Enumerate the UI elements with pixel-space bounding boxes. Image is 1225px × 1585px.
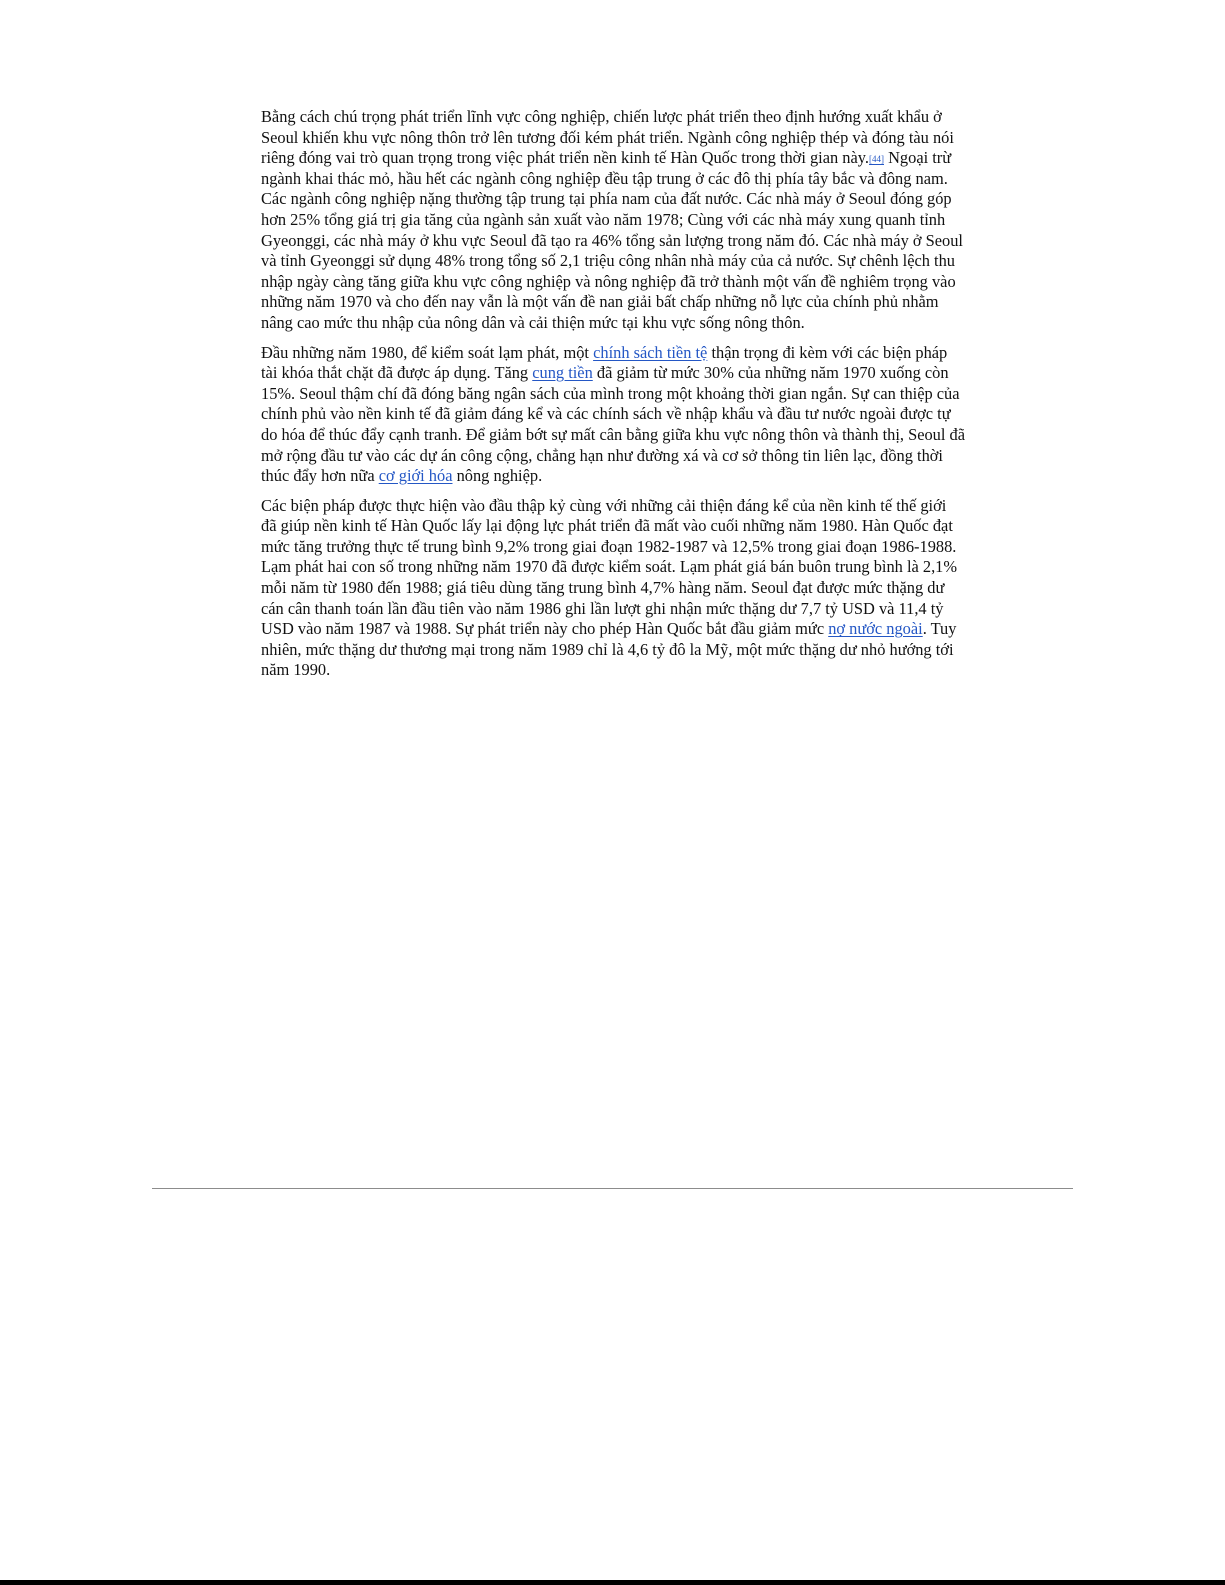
paragraph-text: đã giảm từ mức 30% của những năm 1970 xuống còn 15%. Seoul thậm chí đã đóng băng ngân sách của mình trong một khoảng thời gian ngắn. Sự can thiệp của chính phủ vào nền kinh tế đã giảm đáng kể và các chính sách về nhập khẩu và đầu tư nước ngoài được tự do hóa để thúc đẩy cạnh tranh. Để giảm bớt sự mất cân bằng giữa khu vực nông thôn và thành thị, Seoul đã mở rộng đầu tư vào các dự án công cộng, chẳng hạn như đường xá và cơ sở thông tin liên lạc, đồng thời thúc đẩy hơn nữa <box>261 363 965 486</box>
paragraph-text: nông nghiệp. <box>452 466 543 486</box>
page-divider <box>152 1188 1073 1189</box>
paragraph-text: Các biện pháp được thực hiện vào đầu thập kỷ cùng với những cải thiện đáng kể của nền kinh tế thế giới đã giúp nền kinh tế Hàn Quốc lấy lại động lực phát triển đã mất vào cuối những năm 1980. Hàn Quốc đạt mức tăng trưởng thực tế trung bình 9,2% trong giai đoạn 1982-1987 và 12,5% trong giai đoạn 1986-1988. Lạm phát hai con số trong những năm 1970 đã được kiểm soát. Lạm phát giá bán buôn trung bình là 2,1% mỗi năm từ 1980 đến 1988; giá tiêu dùng tăng trung bình 4,7% hàng năm. Seoul đạt được mức thặng dư cán cân thanh toán lần đầu tiên vào năm 1986 ghi lần lượt ghi nhận mức thặng dư 7,7 tỷ USD và 11,4 tỷ USD vào năm 1987 và 1988. Sự phát triển này cho phép Hàn Quốc bắt đầu giảm mức <box>261 495 958 639</box>
citation-link[interactable]: [44] <box>869 154 884 165</box>
link-monetary-policy[interactable]: chính sách tiền tệ <box>593 342 708 362</box>
paragraph-3 <box>261 496 965 681</box>
paragraph-2 <box>261 343 965 487</box>
paragraph-text: . Tuy nhiên, mức thặng dư thương mại trong năm 1989 chỉ là 4,6 tỷ đô la Mỹ, một mức thặng dư nhỏ hướng tới năm 1990. <box>261 619 957 680</box>
paragraph-text: Bằng cách chú trọng phát triển lĩnh vực công nghiệp, chiến lược phát triển theo định hướng xuất khẩu ở Seoul khiến khu vực nông thôn trở lên tương đối kém phát triển. Ngành công nghiệp thép và đóng tàu nói riêng đóng vai trò quan trọng trong việc phát triển nền kinh tế Hàn Quốc trong thời gian này. <box>261 107 954 168</box>
link-mechanization[interactable]: cơ giới hóa <box>378 466 453 486</box>
link-foreign-debt[interactable]: nợ nước ngoài <box>828 619 923 639</box>
paragraph-text: Ngoại trừ ngành khai thác mỏ, hầu hết các ngành công nghiệp đều tập trung ở các đô thị phía tây bắc và đông nam. Các ngành công nghiệp nặng thường tập trung tại phía nam của đất nước. Các nhà máy ở Seoul đóng góp hơn 25% tổng giá trị gia tăng của ngành sản xuất vào năm 1978; Cùng với các nhà máy xung quanh tỉnh Gyeonggi, các nhà máy ở khu vực Seoul đã tạo ra 46% tổng sản lượng trong năm đó. Các nhà máy ở Seoul và tỉnh Gyeonggi sử dụng 48% trong tổng số 2,1 triệu công nhân nhà máy của cả nước. Sự chênh lệch thu nhập ngày càng tăng giữa khu vực công nghiệp và nông nghiệp đã trở thành một vấn đề nghiêm trọng vào những năm 1970 và cho đến nay vẫn là một vấn đề nan giải bất chấp những nỗ lực của chính phủ nhằm nâng cao mức thu nhập của nông dân và cải thiện mức tại khu vực sống nông thôn. <box>261 148 963 332</box>
link-money-supply[interactable]: cung tiền <box>532 363 593 383</box>
paragraph-text: Đầu những năm 1980, để kiểm soát lạm phát, một <box>261 342 594 362</box>
paragraph-text: thận trọng đi kèm với các biện pháp tài khóa thắt chặt đã được áp dụng. Tăng <box>261 342 948 383</box>
citation-ref[interactable] <box>869 154 884 164</box>
document-body <box>261 107 965 690</box>
bottom-edge-bar <box>0 1580 1225 1585</box>
paragraph-1 <box>261 107 965 334</box>
